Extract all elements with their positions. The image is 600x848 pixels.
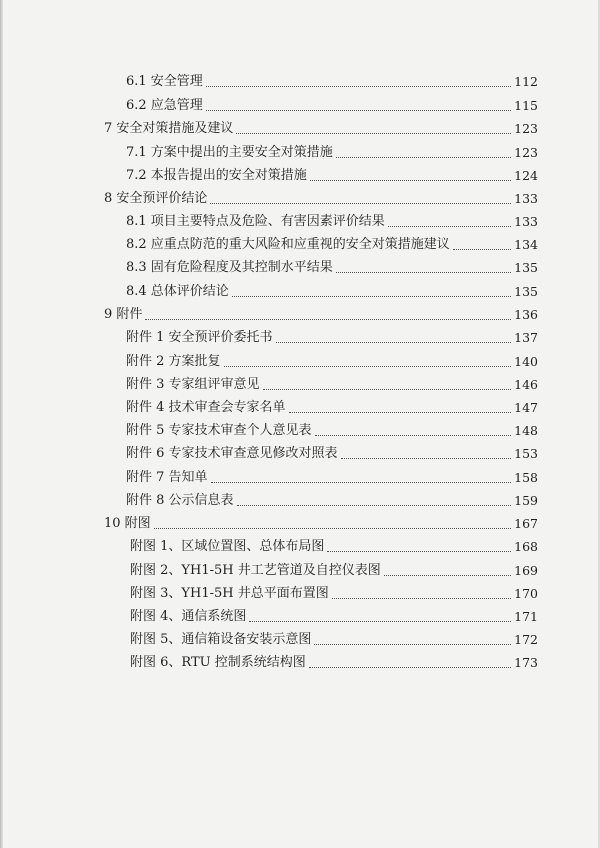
toc-entry-title: 6.1 安全管理 bbox=[126, 74, 203, 89]
toc-entry-page: 168 bbox=[514, 539, 538, 554]
toc-entry-title: 附件 4 技术审查会专家名单 bbox=[126, 400, 286, 415]
toc-leader-dots bbox=[232, 295, 511, 297]
toc-entry bbox=[126, 233, 538, 253]
toc-leader-dots bbox=[224, 365, 511, 367]
toc-entry-title: 附图 2、YH1-5H 井工艺管道及自控仪表图 bbox=[130, 563, 381, 578]
toc-entry-page: 133 bbox=[514, 191, 538, 206]
toc-entry bbox=[130, 628, 538, 648]
toc-leader-dots bbox=[236, 132, 511, 134]
toc-entry-page: 172 bbox=[514, 632, 538, 647]
toc-entry bbox=[126, 70, 538, 90]
toc-entry-page: 137 bbox=[514, 330, 538, 345]
toc-entry bbox=[126, 280, 538, 300]
toc-entry bbox=[126, 164, 538, 184]
toc-entry-page: 135 bbox=[514, 260, 538, 275]
toc-entry-title: 9 附件 bbox=[104, 307, 143, 322]
toc-chapter bbox=[104, 512, 538, 532]
toc-entry-page: 123 bbox=[514, 145, 538, 160]
toc-leader-dots bbox=[314, 643, 511, 645]
toc-entry-title: 附图 3、YH1-5H 井总平面布置图 bbox=[130, 586, 329, 601]
toc-entry-title: 附图 1、区域位置图、总体布局图 bbox=[130, 539, 325, 554]
toc-entry bbox=[126, 489, 538, 509]
toc-entry-page: 112 bbox=[514, 74, 538, 89]
toc-entry-title: 附件 6 专家技术审查意见修改对照表 bbox=[126, 446, 338, 461]
toc-leader-dots bbox=[332, 597, 511, 599]
toc-leader-dots bbox=[276, 341, 511, 343]
toc-entry bbox=[126, 373, 538, 393]
toc-entry-page: 153 bbox=[514, 446, 538, 461]
toc-entry bbox=[130, 605, 538, 625]
toc-entry-page: 124 bbox=[514, 168, 538, 183]
toc-leader-dots bbox=[206, 85, 511, 87]
toc-chapter bbox=[104, 117, 538, 137]
toc-entry bbox=[126, 419, 538, 439]
toc-entry-title: 7.1 方案中提出的主要安全对策措施 bbox=[126, 145, 333, 160]
toc-entry-title: 8 安全预评价结论 bbox=[104, 191, 208, 206]
toc-entry bbox=[126, 396, 538, 416]
toc-chapter bbox=[104, 303, 538, 323]
toc-entry-page: 115 bbox=[514, 98, 538, 113]
toc-entry-page: 134 bbox=[514, 237, 538, 252]
toc-entry bbox=[130, 651, 538, 671]
toc-leader-dots bbox=[341, 457, 511, 459]
toc-entry-title: 附图 6、RTU 控制系统结构图 bbox=[130, 655, 306, 670]
toc-entry-title: 6.2 应急管理 bbox=[126, 98, 203, 113]
toc-entry-page: 123 bbox=[514, 121, 538, 136]
toc-entry-page: 140 bbox=[514, 354, 538, 369]
toc-leader-dots bbox=[289, 411, 511, 413]
toc-entry-title: 附件 2 方案批复 bbox=[126, 354, 221, 369]
toc-entry-title: 附件 7 告知单 bbox=[126, 470, 208, 485]
toc-entry-title: 附件 8 公示信息表 bbox=[126, 493, 234, 508]
toc-chapter bbox=[104, 187, 538, 207]
toc-entry-title: 8.1 项目主要特点及危险、有害因素评价结果 bbox=[126, 214, 385, 229]
toc-entry-page: 135 bbox=[514, 284, 538, 299]
toc-entry-page: 159 bbox=[514, 493, 538, 508]
toc-entry-page: 167 bbox=[514, 516, 538, 531]
toc-entry-page: 169 bbox=[514, 563, 538, 578]
toc-entry-title: 7 安全对策措施及建议 bbox=[104, 121, 234, 136]
toc-leader-dots bbox=[210, 202, 511, 204]
toc-leader-dots bbox=[154, 527, 511, 529]
toc-leader-dots bbox=[309, 666, 511, 668]
toc-entry-title: 8.2 应重点防范的重大风险和应重视的安全对策措施建议 bbox=[126, 237, 450, 252]
toc-leader-dots bbox=[327, 550, 511, 552]
toc-entry bbox=[126, 256, 538, 276]
toc-entry bbox=[126, 94, 538, 114]
toc-leader-dots bbox=[336, 156, 511, 158]
toc-leader-dots bbox=[453, 248, 511, 250]
toc-entry-page: 148 bbox=[514, 423, 538, 438]
toc-entry-title: 附件 3 专家组评审意见 bbox=[126, 377, 260, 392]
toc-entry-page: 133 bbox=[514, 214, 538, 229]
toc-leader-dots bbox=[384, 574, 511, 576]
toc-entry-title: 10 附图 bbox=[104, 516, 151, 531]
toc-leader-dots bbox=[249, 620, 511, 622]
toc-leader-dots bbox=[206, 109, 511, 111]
toc-entry-page: 147 bbox=[514, 400, 538, 415]
toc-leader-dots bbox=[237, 504, 511, 506]
toc-entry-title: 8.4 总体评价结论 bbox=[126, 284, 229, 299]
toc-leader-dots bbox=[336, 271, 511, 273]
toc-leader-dots bbox=[388, 225, 511, 227]
toc-entry bbox=[130, 535, 538, 555]
toc-leader-dots bbox=[310, 179, 511, 181]
toc-entry-page: 171 bbox=[514, 609, 538, 624]
toc-leader-dots bbox=[263, 388, 511, 390]
toc-leader-dots bbox=[211, 481, 511, 483]
toc-entry bbox=[126, 326, 538, 346]
toc-leader-dots bbox=[315, 434, 511, 436]
toc-entry-title: 附图 4、通信系统图 bbox=[130, 609, 247, 624]
toc-entry bbox=[130, 582, 538, 602]
toc-entry-title: 附件 5 专家技术审查个人意见表 bbox=[126, 423, 312, 438]
toc-entry bbox=[126, 141, 538, 161]
toc-entry-title: 8.3 固有危险程度及其控制水平结果 bbox=[126, 260, 333, 275]
toc-entry bbox=[130, 559, 538, 579]
toc-entry-page: 158 bbox=[514, 470, 538, 485]
toc-entry-page: 173 bbox=[514, 655, 538, 670]
toc-entry-title: 7.2 本报告提出的安全对策措施 bbox=[126, 168, 307, 183]
toc-entry-page: 146 bbox=[514, 377, 538, 392]
toc-entry bbox=[126, 466, 538, 486]
toc-entry-title: 附图 5、通信箱设备安装示意图 bbox=[130, 632, 312, 647]
toc-entry-title: 附件 1 安全预评价委托书 bbox=[126, 330, 273, 345]
toc-entry-page: 170 bbox=[514, 586, 538, 601]
toc-entry bbox=[126, 350, 538, 370]
toc-entry-page: 136 bbox=[514, 307, 538, 322]
toc-entry bbox=[126, 442, 538, 462]
toc-leader-dots bbox=[145, 318, 511, 320]
toc-entry bbox=[126, 210, 538, 230]
